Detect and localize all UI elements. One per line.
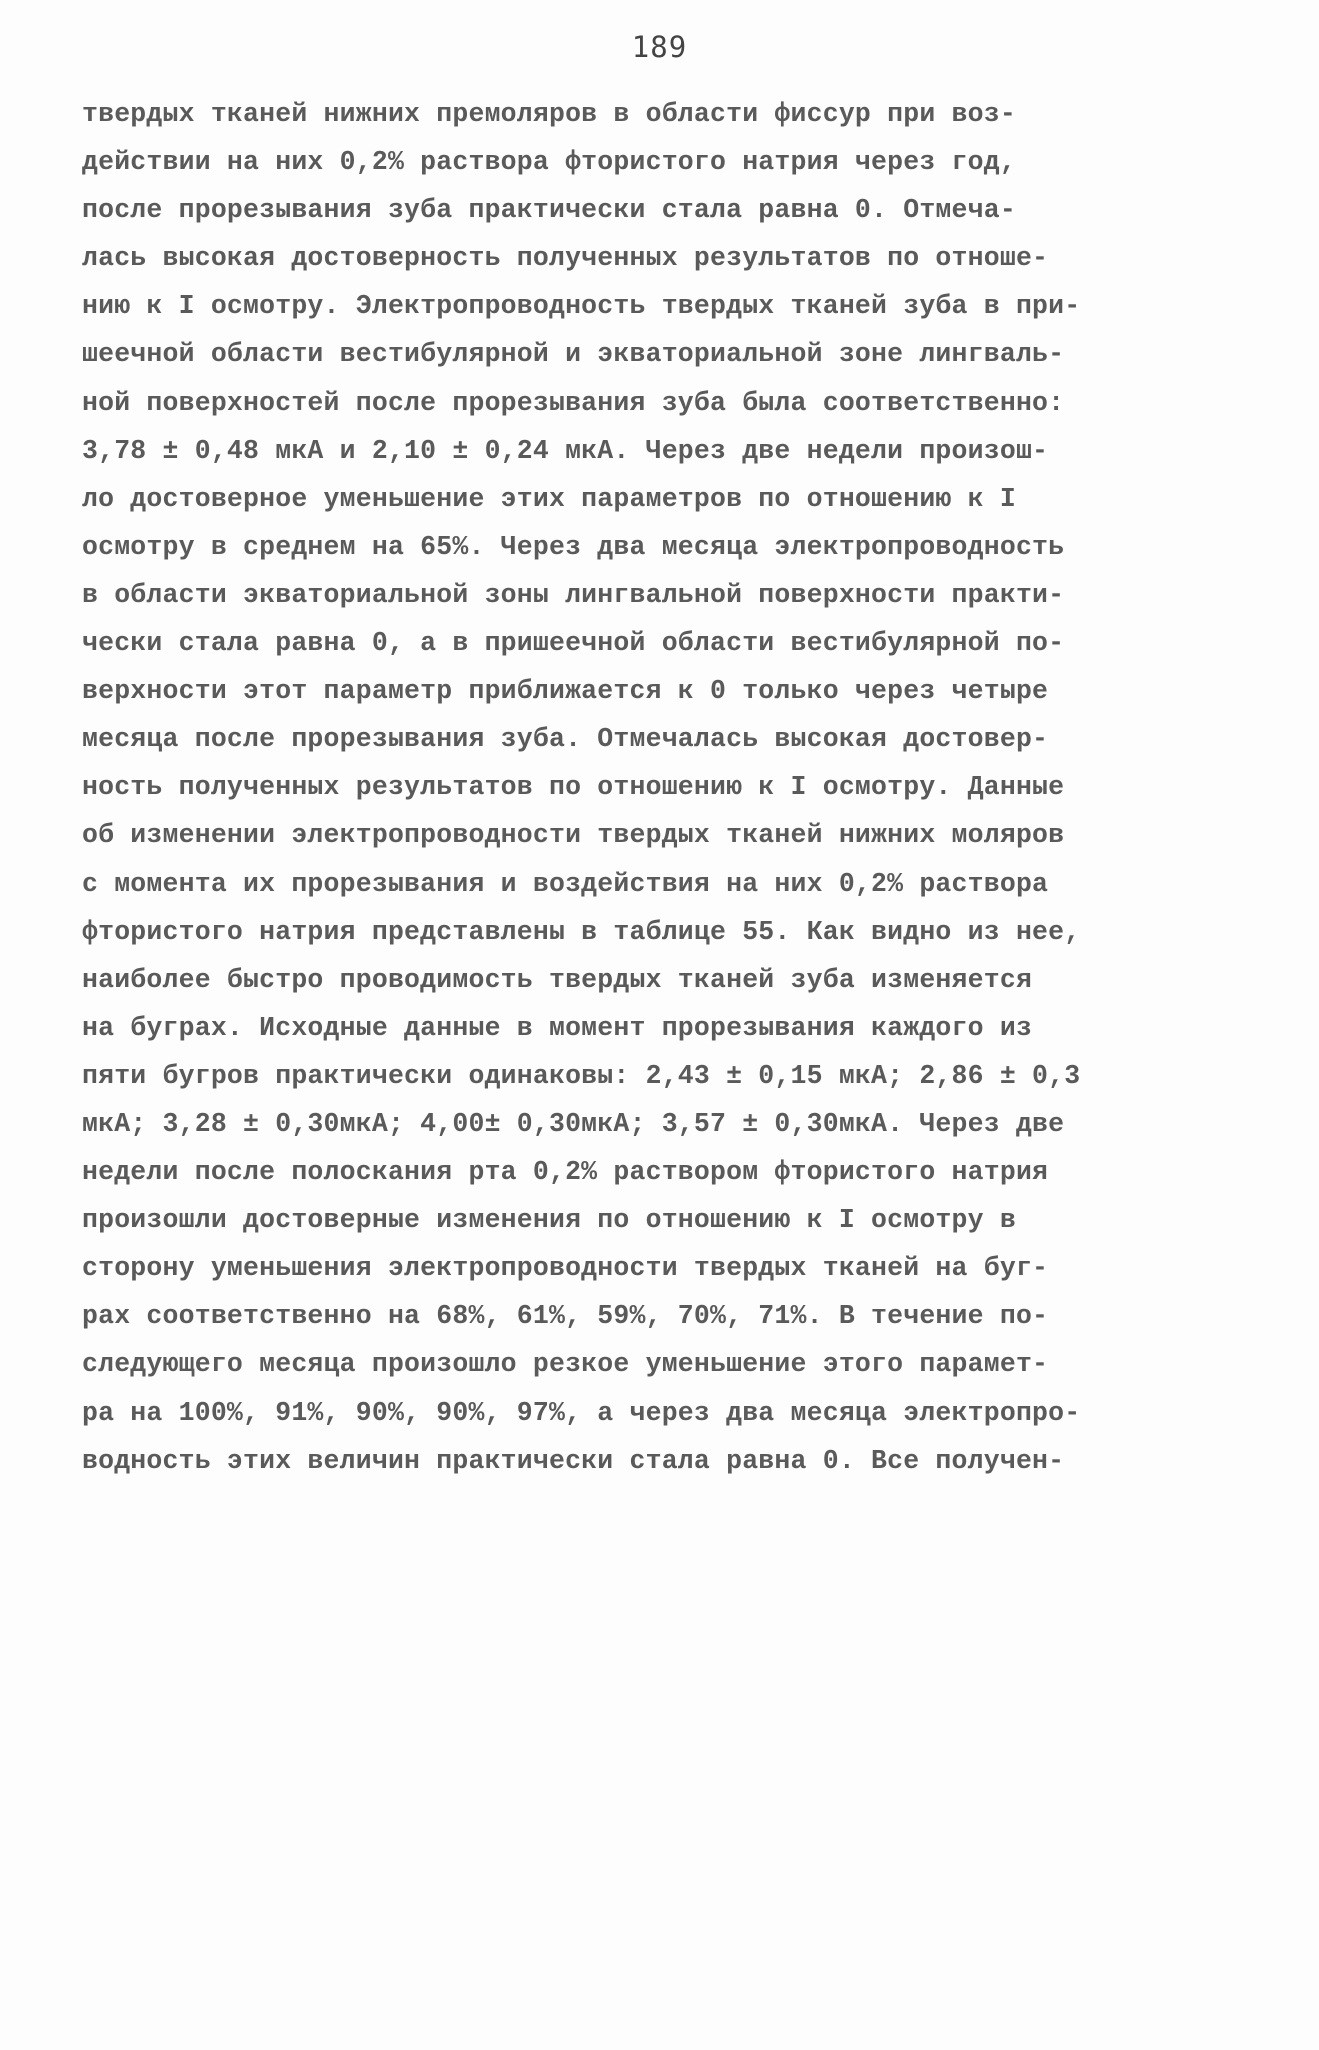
text-line: ло достоверное уменьшение этих параметров по отношению к I xyxy=(82,483,1016,514)
text-line: с момента их прорезывания и воздействия на них 0,2% раствора xyxy=(82,868,1049,899)
text-line: 3,78 ± 0,48 мкА и 2,10 ± 0,24 мкА. Через две недели произош- xyxy=(82,435,1049,466)
body-text xyxy=(82,90,1242,1485)
text-line: твердых тканей нижних премоляров в области фиссур при воз- xyxy=(82,99,1016,129)
text-line: недели после полоскания рта 0,2% раствором фтористого натрия xyxy=(82,1157,1049,1188)
text-line: шеечной области вестибулярной и экваториальной зоне лингваль- xyxy=(82,339,1065,370)
text-line: чески стала равна 0, а в пришеечной области вестибулярной по- xyxy=(82,628,1065,659)
text-line: произошли достоверные изменения по отношению к I осмотру в xyxy=(82,1205,1016,1236)
text-line: месяца после прорезывания зуба. Отмечалась высокая достовер- xyxy=(82,724,1049,755)
text-line: ра на 100%, 91%, 90%, 90%, 97%, а через два месяца электропро- xyxy=(82,1397,1081,1428)
text-line: осмотру в среднем на 65%. Через два месяца электропроводность xyxy=(82,531,1065,562)
page-number: 189 xyxy=(631,30,688,64)
text-line: нию к I осмотру. Электропроводность твердых тканей зуба в при- xyxy=(82,291,1081,322)
text-line: следующего месяца произошло резкое уменьшение этого парамет- xyxy=(82,1349,1049,1380)
text-line: после прорезывания зуба практически стала равна 0. Отмеча- xyxy=(82,195,1016,226)
text-line: мкА; 3,28 ± 0,30мкА; 4,00± 0,30мкА; 3,57 ± 0,30мкА. Через две xyxy=(82,1108,1065,1139)
text-line: сторону уменьшения электропроводности твердых тканей на буг- xyxy=(82,1253,1049,1284)
text-line: об изменении электропроводности твердых тканей нижних моляров xyxy=(82,820,1065,851)
text-line: ной поверхностей после прорезывания зуба была соответственно: xyxy=(82,387,1065,418)
text-line: фтористого натрия представлены в таблице 55. Как видно из нее, xyxy=(82,916,1081,947)
text-line: в области экваториальной зоны лингвальной поверхности практи- xyxy=(82,579,1065,610)
text-line: лась высокая достоверность полученных результатов по отноше- xyxy=(82,243,1049,274)
text-line: водность этих величин практически стала равна 0. Все получен- xyxy=(82,1445,1065,1476)
text-line: рах соответственно на 68%, 61%, 59%, 70%, 71%. В течение по- xyxy=(82,1301,1049,1332)
text-line: наиболее быстро проводимость твердых тканей зуба изменяется xyxy=(82,964,1033,995)
text-line: пяти бугров практически одинаковы: 2,43 ± 0,15 мкА; 2,86 ± 0,3 xyxy=(82,1060,1081,1091)
text-line: на буграх. Исходные данные в момент прорезывания каждого из xyxy=(82,1012,1033,1043)
text-line: верхности этот параметр приближается к 0 только через четыре xyxy=(82,676,1049,707)
text-line: действии на них 0,2% раствора фтористого натрия через год, xyxy=(82,147,1016,178)
text-line: ность полученных результатов по отношению к I осмотру. Данные xyxy=(82,772,1065,803)
